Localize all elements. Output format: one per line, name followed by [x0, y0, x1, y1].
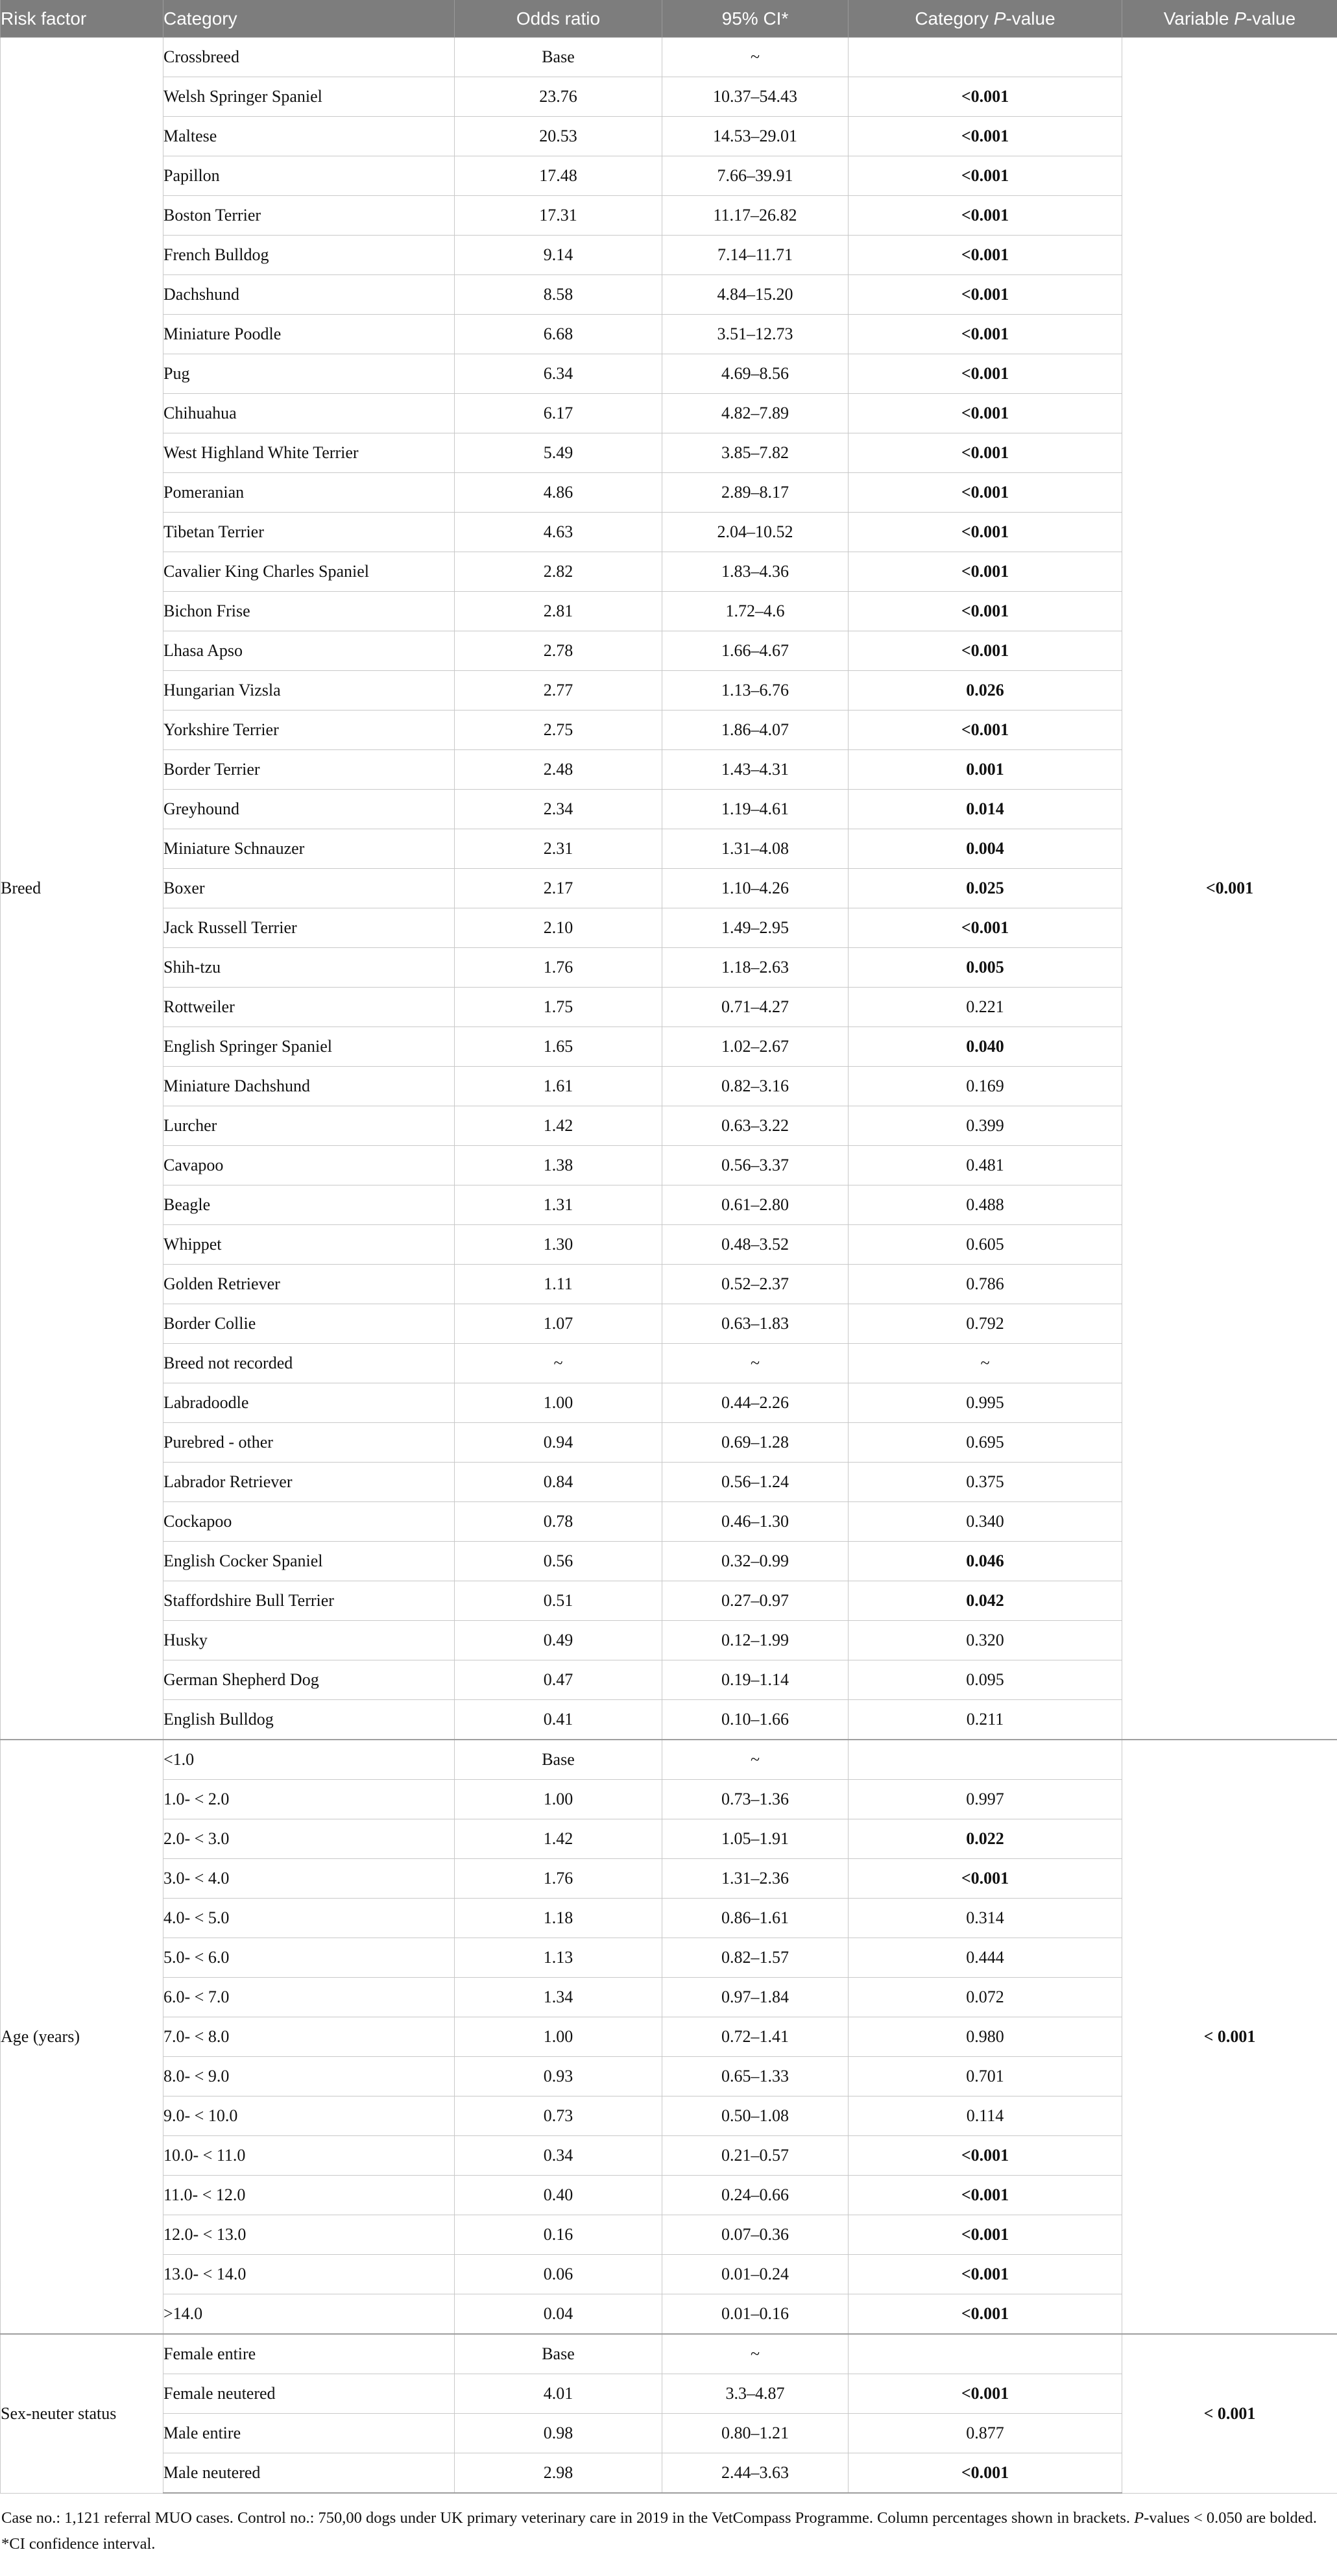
category-p-value-cell: <0.001: [849, 2374, 1122, 2414]
category-cell: 11.0- < 12.0: [163, 2176, 455, 2215]
ci-cell: 1.49–2.95: [662, 908, 849, 948]
category-p-value-cell: <0.001: [849, 275, 1122, 315]
ci-cell: 1.05–1.91: [662, 1819, 849, 1859]
category-cell: Miniature Poodle: [163, 315, 455, 354]
category-cell: Labradoodle: [163, 1383, 455, 1423]
ci-cell: 11.17–26.82: [662, 196, 849, 236]
odds-ratio-cell: 20.53: [455, 117, 662, 156]
category-cell: >14.0: [163, 2294, 455, 2335]
category-cell: <1.0: [163, 1740, 455, 1780]
footnote-p-italic: P: [1134, 2509, 1144, 2527]
category-p-value-cell: [849, 2334, 1122, 2374]
odds-ratio-cell: 1.75: [455, 988, 662, 1027]
category-p-value-cell: <0.001: [849, 156, 1122, 196]
ci-cell: 1.43–4.31: [662, 750, 849, 790]
category-cell: Lurcher: [163, 1106, 455, 1146]
category-cell: Hungarian Vizsla: [163, 671, 455, 711]
odds-ratio-cell: 4.86: [455, 473, 662, 513]
category-p-value-cell: <0.001: [849, 1859, 1122, 1899]
odds-ratio-cell: 1.13: [455, 1938, 662, 1978]
column-header-risk-factor: Risk factor: [1, 0, 163, 38]
odds-ratio-cell: 2.48: [455, 750, 662, 790]
category-cell: 7.0- < 8.0: [163, 2017, 455, 2057]
category-cell: Border Terrier: [163, 750, 455, 790]
column-header-odds-ratio: Odds ratio: [455, 0, 662, 38]
odds-ratio-cell: 1.18: [455, 1899, 662, 1938]
category-cell: Papillon: [163, 156, 455, 196]
ci-cell: 2.89–8.17: [662, 473, 849, 513]
odds-ratio-cell: 2.34: [455, 790, 662, 829]
odds-ratio-cell: 0.41: [455, 1700, 662, 1740]
category-p-value-cell: 0.399: [849, 1106, 1122, 1146]
ci-cell: 0.72–1.41: [662, 2017, 849, 2057]
odds-ratio-cell: 0.94: [455, 1423, 662, 1463]
ci-cell: 0.63–3.22: [662, 1106, 849, 1146]
ci-cell: 1.31–2.36: [662, 1859, 849, 1899]
odds-ratio-cell: 9.14: [455, 236, 662, 275]
category-p-value-cell: 0.046: [849, 1542, 1122, 1581]
category-p-value-cell: 0.221: [849, 988, 1122, 1027]
ci-cell: ~: [662, 1740, 849, 1780]
ci-cell: 0.73–1.36: [662, 1780, 849, 1819]
ci-cell: 0.48–3.52: [662, 1225, 849, 1265]
category-p-value-cell: 0.340: [849, 1502, 1122, 1542]
column-header-variable-p-value: Variable P-value: [1122, 0, 1337, 38]
category-cell: 3.0- < 4.0: [163, 1859, 455, 1899]
ci-cell: 4.84–15.20: [662, 275, 849, 315]
category-cell: Yorkshire Terrier: [163, 711, 455, 750]
odds-ratio-cell: 4.63: [455, 513, 662, 552]
ci-cell: 4.69–8.56: [662, 354, 849, 394]
odds-ratio-cell: 6.68: [455, 315, 662, 354]
ci-cell: 1.19–4.61: [662, 790, 849, 829]
ci-cell: 14.53–29.01: [662, 117, 849, 156]
category-cell: 13.0- < 14.0: [163, 2255, 455, 2294]
ci-cell: 0.52–2.37: [662, 1265, 849, 1304]
table-row: [1, 2334, 1337, 2374]
ci-cell: 0.46–1.30: [662, 1502, 849, 1542]
ci-cell: 1.83–4.36: [662, 552, 849, 592]
category-p-value-cell: [849, 1740, 1122, 1780]
category-p-value-cell: 0.095: [849, 1660, 1122, 1700]
ci-cell: 0.65–1.33: [662, 2057, 849, 2096]
category-cell: English Bulldog: [163, 1700, 455, 1740]
odds-ratio-cell: 2.98: [455, 2453, 662, 2494]
odds-ratio-cell: 1.61: [455, 1067, 662, 1106]
category-cell: 6.0- < 7.0: [163, 1978, 455, 2017]
odds-ratio-cell: 0.78: [455, 1502, 662, 1542]
category-p-value-cell: 0.169: [849, 1067, 1122, 1106]
odds-ratio-cell: 0.51: [455, 1581, 662, 1621]
odds-ratio-cell: 0.84: [455, 1463, 662, 1502]
column-header-ci: 95% CI*: [662, 0, 849, 38]
footnote: [1, 2505, 1336, 2557]
category-cell: 9.0- < 10.0: [163, 2096, 455, 2136]
category-cell: Whippet: [163, 1225, 455, 1265]
category-cell: Cockapoo: [163, 1502, 455, 1542]
odds-ratio-cell: 1.76: [455, 1859, 662, 1899]
category-p-value-cell: <0.001: [849, 631, 1122, 671]
odds-ratio-cell: 2.77: [455, 671, 662, 711]
odds-ratio-cell: 1.76: [455, 948, 662, 988]
category-cell: French Bulldog: [163, 236, 455, 275]
category-cell: Rottweiler: [163, 988, 455, 1027]
table-row: [1, 1740, 1337, 1780]
odds-ratio-cell: 6.17: [455, 394, 662, 433]
ci-cell: 7.14–11.71: [662, 236, 849, 275]
category-cell: 10.0- < 11.0: [163, 2136, 455, 2176]
odds-ratio-cell: Base: [455, 1740, 662, 1780]
variable-p-value-cell: < 0.001: [1122, 2334, 1337, 2493]
category-p-value-cell: 0.786: [849, 1265, 1122, 1304]
odds-ratio-cell: 0.98: [455, 2414, 662, 2453]
category-cell: Welsh Springer Spaniel: [163, 77, 455, 117]
odds-ratio-cell: 1.00: [455, 1780, 662, 1819]
ci-cell: 0.63–1.83: [662, 1304, 849, 1344]
category-p-value-cell: 0.701: [849, 2057, 1122, 2096]
ci-cell: 0.24–0.66: [662, 2176, 849, 2215]
odds-ratio-cell: 17.48: [455, 156, 662, 196]
category-p-value-cell: 0.042: [849, 1581, 1122, 1621]
category-p-value-cell: <0.001: [849, 196, 1122, 236]
category-p-value-cell: <0.001: [849, 2215, 1122, 2255]
column-header-category: Category: [163, 0, 455, 38]
ci-cell: 0.69–1.28: [662, 1423, 849, 1463]
ci-cell: 1.86–4.07: [662, 711, 849, 750]
category-p-value-cell: <0.001: [849, 117, 1122, 156]
category-p-value-cell: <0.001: [849, 908, 1122, 948]
odds-ratio-cell: 1.34: [455, 1978, 662, 2017]
risk-factor-cell: Sex-neuter status: [1, 2334, 163, 2493]
category-cell: Golden Retriever: [163, 1265, 455, 1304]
odds-ratio-cell: 2.82: [455, 552, 662, 592]
ci-cell: 0.01–0.16: [662, 2294, 849, 2335]
odds-ratio-cell: 2.78: [455, 631, 662, 671]
category-p-value-cell: 0.980: [849, 2017, 1122, 2057]
category-cell: 5.0- < 6.0: [163, 1938, 455, 1978]
ci-cell: 0.61–2.80: [662, 1185, 849, 1225]
ci-cell: ~: [662, 1344, 849, 1383]
odds-ratio-cell: 1.31: [455, 1185, 662, 1225]
category-cell: German Shepherd Dog: [163, 1660, 455, 1700]
ci-cell: 1.72–4.6: [662, 592, 849, 631]
odds-ratio-cell: 0.06: [455, 2255, 662, 2294]
category-p-value-cell: 0.072: [849, 1978, 1122, 2017]
category-cell: Female entire: [163, 2334, 455, 2374]
ci-cell: 3.51–12.73: [662, 315, 849, 354]
odds-ratio-cell: 1.00: [455, 2017, 662, 2057]
variable-p-value-cell: < 0.001: [1122, 1740, 1337, 2334]
category-cell: West Highland White Terrier: [163, 433, 455, 473]
category-p-value-cell: <0.001: [849, 2176, 1122, 2215]
category-p-value-cell: <0.001: [849, 2453, 1122, 2494]
category-p-value-cell: <0.001: [849, 711, 1122, 750]
odds-ratio-cell: 5.49: [455, 433, 662, 473]
category-cell: Jack Russell Terrier: [163, 908, 455, 948]
category-cell: Boxer: [163, 869, 455, 908]
table-row: [1, 38, 1337, 77]
category-cell: Purebred - other: [163, 1423, 455, 1463]
odds-ratio-cell: 2.75: [455, 711, 662, 750]
ci-cell: 0.32–0.99: [662, 1542, 849, 1581]
category-cell: Crossbreed: [163, 38, 455, 77]
category-p-value-cell: 0.792: [849, 1304, 1122, 1344]
ci-cell: 10.37–54.43: [662, 77, 849, 117]
category-cell: Beagle: [163, 1185, 455, 1225]
ci-cell: 0.56–1.24: [662, 1463, 849, 1502]
ci-cell: 7.66–39.91: [662, 156, 849, 196]
category-cell: Shih-tzu: [163, 948, 455, 988]
category-p-value-cell: <0.001: [849, 77, 1122, 117]
category-cell: 4.0- < 5.0: [163, 1899, 455, 1938]
table-header: [1, 0, 1337, 38]
header-row: [1, 0, 1337, 38]
ci-cell: 0.10–1.66: [662, 1700, 849, 1740]
category-cell: Dachshund: [163, 275, 455, 315]
odds-ratio-cell: 0.34: [455, 2136, 662, 2176]
category-cell: Border Collie: [163, 1304, 455, 1344]
category-cell: Pug: [163, 354, 455, 394]
ci-cell: 0.97–1.84: [662, 1978, 849, 2017]
footnote-text-1: Case no.: 1,121 referral MUO cases. Control no.: 750,00 dogs under UK primary veterinary care in 2019 in the VetCompass Programme. Column percentages shown in brackets.: [1, 2509, 1135, 2527]
ci-cell: 0.21–0.57: [662, 2136, 849, 2176]
category-cell: Chihuahua: [163, 394, 455, 433]
category-p-value-cell: 0.877: [849, 2414, 1122, 2453]
odds-ratio-cell: 2.17: [455, 869, 662, 908]
ci-cell: 0.44–2.26: [662, 1383, 849, 1423]
category-p-value-cell: 0.488: [849, 1185, 1122, 1225]
odds-ratio-cell: 0.73: [455, 2096, 662, 2136]
odds-ratio-cell: 1.42: [455, 1106, 662, 1146]
odds-ratio-cell: 23.76: [455, 77, 662, 117]
category-p-value-cell: 0.605: [849, 1225, 1122, 1265]
ci-cell: 1.13–6.76: [662, 671, 849, 711]
category-cell: Bichon Frise: [163, 592, 455, 631]
odds-ratio-cell: 1.38: [455, 1146, 662, 1185]
category-p-value-cell: <0.001: [849, 236, 1122, 275]
ci-cell: 2.04–10.52: [662, 513, 849, 552]
column-header-category-p-value: Category P-value: [849, 0, 1122, 38]
category-cell: Male neutered: [163, 2453, 455, 2494]
category-p-value-cell: <0.001: [849, 433, 1122, 473]
category-p-value-cell: <0.001: [849, 394, 1122, 433]
ci-cell: 0.80–1.21: [662, 2414, 849, 2453]
odds-ratio-cell: 8.58: [455, 275, 662, 315]
category-p-value-cell: 0.481: [849, 1146, 1122, 1185]
category-cell: Breed not recorded: [163, 1344, 455, 1383]
ci-cell: ~: [662, 2334, 849, 2374]
odds-ratio-cell: 1.07: [455, 1304, 662, 1344]
odds-ratio-cell: 0.93: [455, 2057, 662, 2096]
category-p-value-cell: <0.001: [849, 2136, 1122, 2176]
category-cell: Cavalier King Charles Spaniel: [163, 552, 455, 592]
odds-ratio-cell: 0.47: [455, 1660, 662, 1700]
odds-ratio-cell: 4.01: [455, 2374, 662, 2414]
category-p-value-cell: <0.001: [849, 354, 1122, 394]
category-p-value-cell: <0.001: [849, 592, 1122, 631]
ci-cell: 0.01–0.24: [662, 2255, 849, 2294]
odds-ratio-cell: 1.65: [455, 1027, 662, 1067]
odds-ratio-cell: 1.42: [455, 1819, 662, 1859]
odds-ratio-cell: 0.49: [455, 1621, 662, 1660]
category-cell: Greyhound: [163, 790, 455, 829]
category-p-value-cell: [849, 38, 1122, 77]
category-p-value-cell: 0.314: [849, 1899, 1122, 1938]
odds-ratio-cell: 6.34: [455, 354, 662, 394]
category-p-value-cell: 0.014: [849, 790, 1122, 829]
variable-p-value-cell: <0.001: [1122, 38, 1337, 1740]
odds-ratio-cell: 0.40: [455, 2176, 662, 2215]
odds-ratio-cell: 0.04: [455, 2294, 662, 2335]
ci-cell: 1.66–4.67: [662, 631, 849, 671]
category-p-value-cell: 0.997: [849, 1780, 1122, 1819]
category-p-value-cell: <0.001: [849, 315, 1122, 354]
odds-ratio-cell: Base: [455, 38, 662, 77]
category-p-value-cell: <0.001: [849, 2255, 1122, 2294]
odds-ratio-cell: 2.31: [455, 829, 662, 869]
category-cell: English Springer Spaniel: [163, 1027, 455, 1067]
ci-cell: ~: [662, 38, 849, 77]
category-cell: 2.0- < 3.0: [163, 1819, 455, 1859]
category-cell: Maltese: [163, 117, 455, 156]
category-p-value-cell: <0.001: [849, 552, 1122, 592]
category-cell: Miniature Dachshund: [163, 1067, 455, 1106]
ci-cell: 0.27–0.97: [662, 1581, 849, 1621]
category-p-value-cell: <0.001: [849, 473, 1122, 513]
category-p-value-cell: 0.114: [849, 2096, 1122, 2136]
ci-cell: 0.56–3.37: [662, 1146, 849, 1185]
category-p-value-cell: 0.695: [849, 1423, 1122, 1463]
ci-cell: 1.10–4.26: [662, 869, 849, 908]
ci-cell: 0.82–1.57: [662, 1938, 849, 1978]
ci-cell: 0.07–0.36: [662, 2215, 849, 2255]
category-cell: 8.0- < 9.0: [163, 2057, 455, 2096]
ci-cell: 0.19–1.14: [662, 1660, 849, 1700]
risk-factor-cell: Breed: [1, 38, 163, 1740]
category-p-value-cell: 0.025: [849, 869, 1122, 908]
category-cell: 1.0- < 2.0: [163, 1780, 455, 1819]
odds-ratio-cell: ~: [455, 1344, 662, 1383]
ci-cell: 3.85–7.82: [662, 433, 849, 473]
risk-factor-cell: Age (years): [1, 1740, 163, 2334]
ci-cell: 4.82–7.89: [662, 394, 849, 433]
ci-cell: 0.86–1.61: [662, 1899, 849, 1938]
table-body: [1, 38, 1337, 2494]
category-cell: Husky: [163, 1621, 455, 1660]
category-p-value-cell: 0.040: [849, 1027, 1122, 1067]
category-p-value-cell: <0.001: [849, 2294, 1122, 2335]
category-cell: Tibetan Terrier: [163, 513, 455, 552]
category-p-value-cell: 0.320: [849, 1621, 1122, 1660]
category-cell: Staffordshire Bull Terrier: [163, 1581, 455, 1621]
odds-ratio-cell: 17.31: [455, 196, 662, 236]
ci-cell: 0.71–4.27: [662, 988, 849, 1027]
odds-ratio-cell: 2.81: [455, 592, 662, 631]
ci-cell: 1.18–2.63: [662, 948, 849, 988]
odds-ratio-cell: 0.56: [455, 1542, 662, 1581]
footnote-text-2: -values < 0.050 are bolded. *CI confidence interval.: [1, 2509, 1318, 2553]
category-cell: Lhasa Apso: [163, 631, 455, 671]
ci-cell: 0.82–3.16: [662, 1067, 849, 1106]
category-cell: Boston Terrier: [163, 196, 455, 236]
odds-ratio-cell: 1.00: [455, 1383, 662, 1423]
ci-cell: 1.02–2.67: [662, 1027, 849, 1067]
category-cell: 12.0- < 13.0: [163, 2215, 455, 2255]
category-cell: English Cocker Spaniel: [163, 1542, 455, 1581]
category-p-value-cell: 0.211: [849, 1700, 1122, 1740]
category-p-value-cell: ~: [849, 1344, 1122, 1383]
odds-ratio-cell: 2.10: [455, 908, 662, 948]
category-p-value-cell: 0.444: [849, 1938, 1122, 1978]
ci-cell: 3.3–4.87: [662, 2374, 849, 2414]
ci-cell: 0.12–1.99: [662, 1621, 849, 1660]
category-p-value-cell: 0.001: [849, 750, 1122, 790]
odds-ratio-cell: 0.16: [455, 2215, 662, 2255]
category-cell: Male entire: [163, 2414, 455, 2453]
odds-ratio-cell: 1.11: [455, 1265, 662, 1304]
category-cell: Miniature Schnauzer: [163, 829, 455, 869]
ci-cell: 2.44–3.63: [662, 2453, 849, 2494]
category-p-value-cell: 0.004: [849, 829, 1122, 869]
odds-ratio-cell: Base: [455, 2334, 662, 2374]
ci-cell: 1.31–4.08: [662, 829, 849, 869]
category-cell: Labrador Retriever: [163, 1463, 455, 1502]
category-p-value-cell: 0.022: [849, 1819, 1122, 1859]
ci-cell: 0.50–1.08: [662, 2096, 849, 2136]
category-p-value-cell: 0.005: [849, 948, 1122, 988]
category-p-value-cell: 0.026: [849, 671, 1122, 711]
category-p-value-cell: 0.375: [849, 1463, 1122, 1502]
category-cell: Female neutered: [163, 2374, 455, 2414]
category-p-value-cell: <0.001: [849, 513, 1122, 552]
odds-ratio-cell: 1.30: [455, 1225, 662, 1265]
category-cell: Cavapoo: [163, 1146, 455, 1185]
category-p-value-cell: 0.995: [849, 1383, 1122, 1423]
category-cell: Pomeranian: [163, 473, 455, 513]
